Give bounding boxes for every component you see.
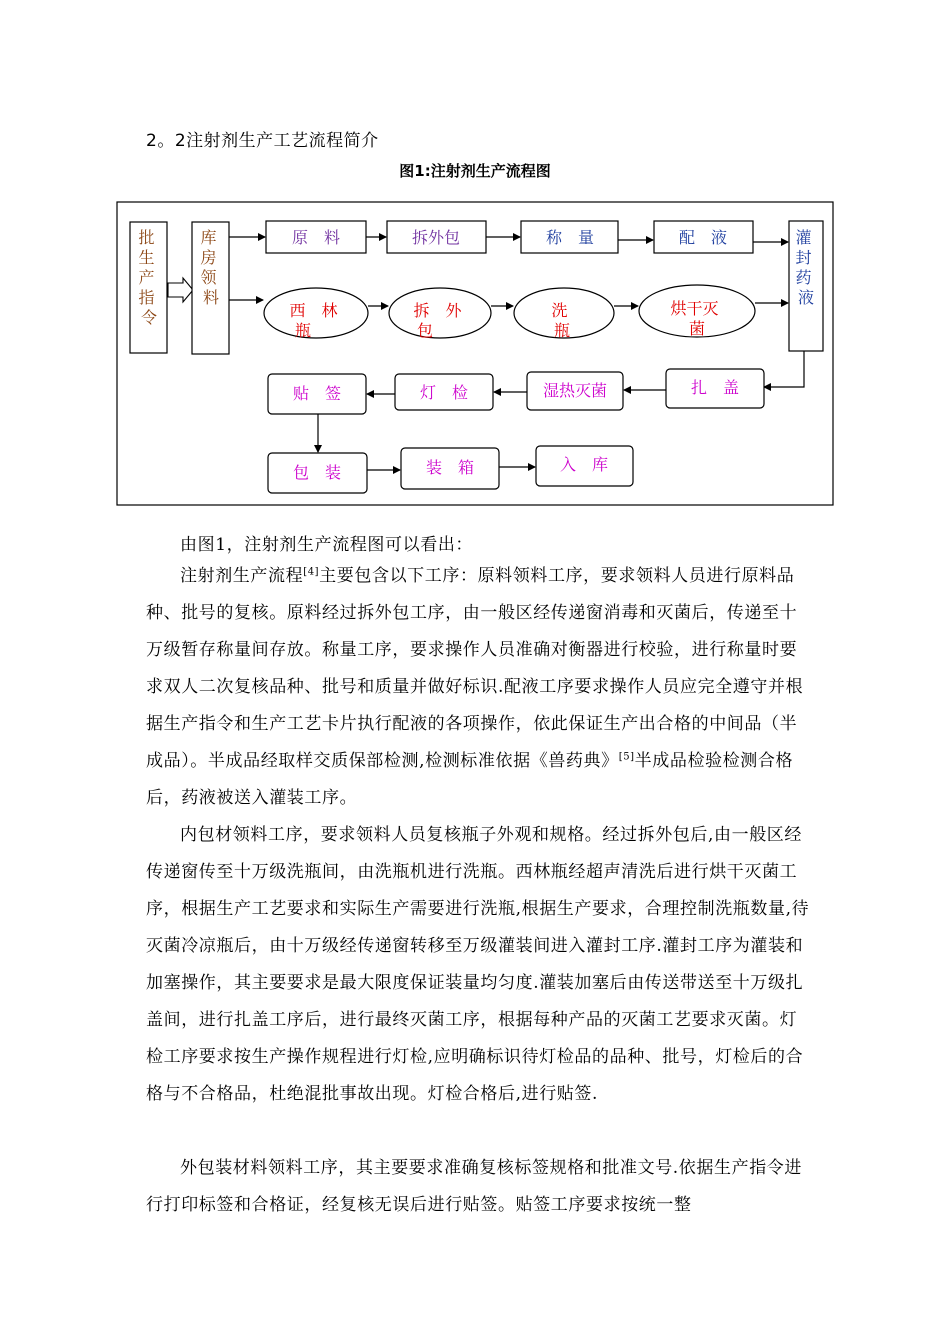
node-inspect-label: 灯 检 (419, 383, 469, 402)
process-flowchart (0, 0, 950, 520)
figure-caption: 图1:注射剂生产流程图 (399, 162, 551, 180)
paragraph-inner-packaging: 内包材领料工序，要求领料人员复核瓶子外观和规格。经过拆外包后,由一般区经传递窗传至十万级洗瓶间，由洗瓶机进行洗瓶。西林瓶经超声清洗后进行烘干灭菌工序，根据生产工艺要求和实际生产需要进行洗瓶,根据生产要求，合理控制洗瓶数量,待灭菌冷凉瓶后，由十万级经传递窗转移至万级灌装间进入灌封工序.灌封工序为灌装和加塞操作，其主要要求是最大限度保证装量均匀度.灌装加塞后由传送带送至十万级扎盖间，进行扎盖工序后，进行最终灭菌工序，根据每种产品的灭菌工艺要求灭菌。灯检工序要求按生产操作规程进行灯检,应明确标识待灯检品的品种、批号，灯检后的合格与不合格品，杜绝混批事故出现。灯检合格后,进行贴签. (146, 825, 810, 1104)
node-warehouse-label: 库 房 领 料 (200, 228, 220, 307)
node-vial-label: 西 林 瓶 (289, 301, 338, 340)
paragraph-raw-process: 注射剂生产流程[4]主要包含以下工序：原料领料工序，要求领料人员进行原料品种、批号的复核。原料经过拆外包工序，由一般区经传递窗消毒和灭菌后，传递至十万级暂存称量间存放。称量工序，要求操作人员准确对衡器进行校验，进行称量时要求双人二次复核品种、批号和质量并做好标识.配液工序要求操作人员应完全遵守并根据生产指令和生产工艺卡片执行配液的各项操作，依此保证生产出合格的中间品（半成品）。半成品经取样交质保部检测,检测标准依据《兽药典》[5]半成品检验检测合格后，药液被送入灌装工序。 (146, 566, 804, 808)
node-label-label: 贴 签 (292, 384, 342, 403)
node-box-label: 装 箱 (425, 458, 475, 477)
arrow-fill-cap (764, 351, 804, 387)
node-weigh-label: 称 量 (545, 228, 595, 247)
node-dry-sterilize-label: 烘干灭 菌 (670, 299, 719, 338)
node-moist-sterilize-label: 湿热灭菌 (542, 381, 608, 400)
section-title: 2。2注射剂生产工艺流程简介 (146, 131, 379, 151)
node-package-label: 包 装 (292, 463, 342, 482)
citation-5: [5] (618, 751, 635, 763)
paragraph-intro: 由图1，注射剂生产流程图可以看出： (180, 535, 474, 555)
hollow-arrow (168, 278, 193, 302)
node-cap-label: 扎 盖 (690, 378, 740, 397)
node-store-label: 入 库 (559, 455, 609, 474)
node-fill-seal-label: 灌 封 药 液 (795, 228, 815, 307)
citation-4: [4] (303, 566, 320, 578)
node-raw-material-label: 原 料 (291, 228, 341, 247)
node-mix-label: 配 液 (678, 228, 728, 247)
node-unpack2-label: 拆 外 包 (413, 301, 462, 340)
node-unpack-label: 拆外包 (411, 228, 461, 247)
node-batch-order-label: 批 生 产 指 令 (138, 228, 158, 327)
paragraph-outer-packaging: 外包装材料领料工序，其主要要求准确复核标签规格和批准文号.依据生产指令进行打印标签和合格证，经复核无误后进行贴签。贴签工序要求按统一整 (146, 1158, 803, 1215)
node-wash-label: 洗 瓶 (551, 301, 571, 340)
